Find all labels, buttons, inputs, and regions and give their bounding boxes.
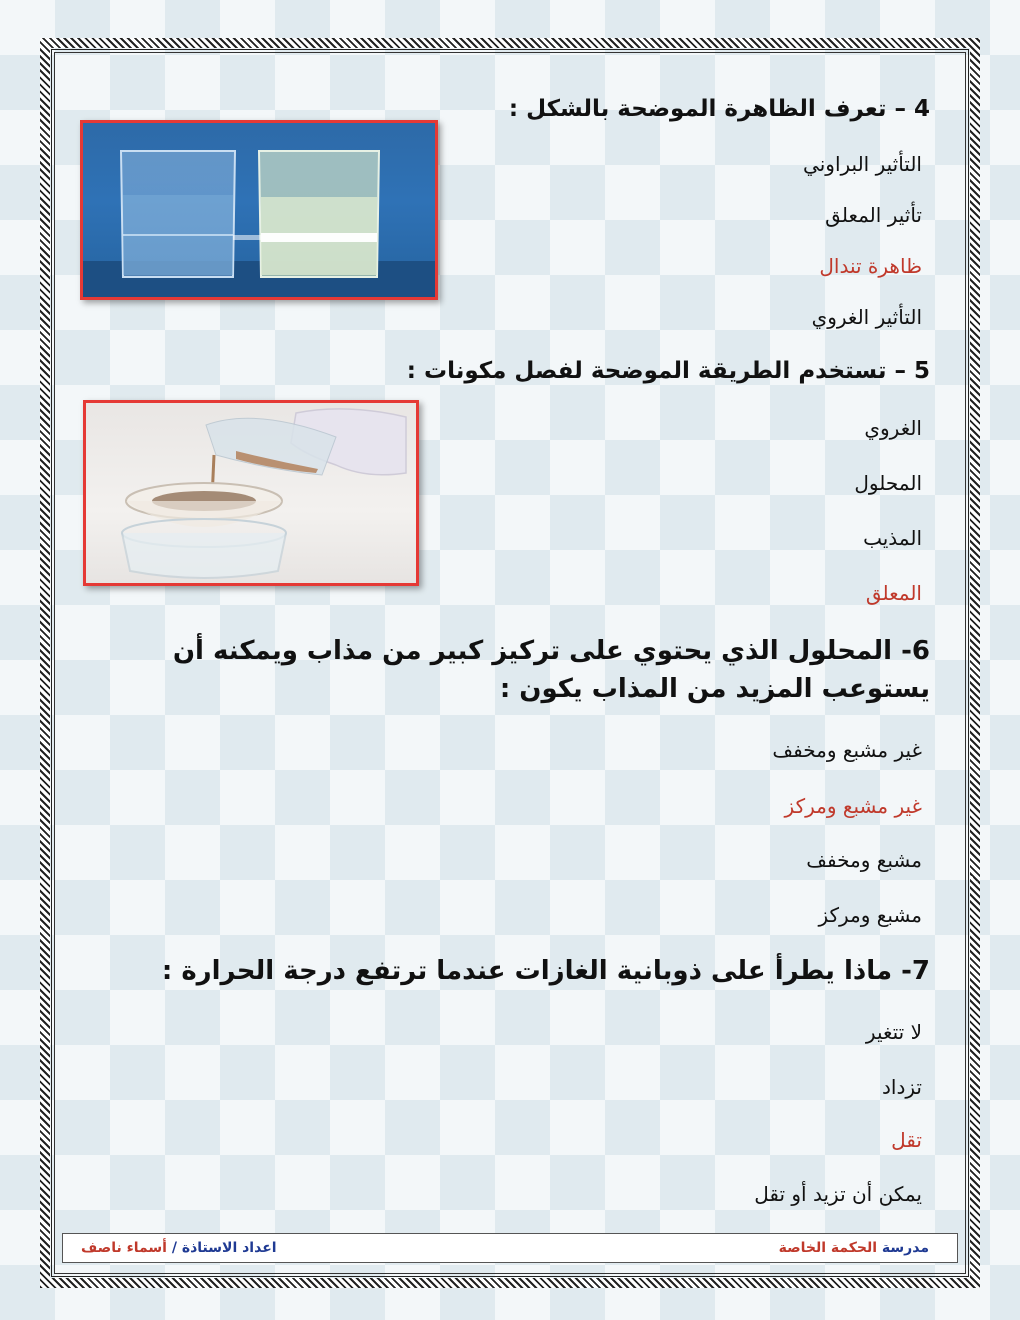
- question-7-option-3-correct: تقل: [891, 1128, 922, 1152]
- filtration-photo: [83, 400, 419, 586]
- school-prefix: مدرسة: [881, 1240, 929, 1256]
- question-6-title: 6- المحلول الذي يحتوي على تركيز كبير من مذاب ويمكنه أن يستوعب المزيد من المذاب يكون :: [172, 636, 930, 704]
- question-6-option-4: مشبع ومركز: [818, 903, 922, 927]
- question-4-option-1: التأثير البراوني: [803, 152, 922, 176]
- school-label: [779, 1240, 929, 1256]
- question-5-option-2: المحلول: [854, 471, 922, 495]
- question-7-option-2: تزداد: [882, 1075, 922, 1099]
- question-5-option-1: الغروي: [864, 416, 922, 440]
- question-6-option-2-correct: غير مشبع ومركز: [784, 794, 922, 818]
- question-5-option-3: المذيب: [863, 526, 922, 550]
- question-5-option-4-correct: المعلق: [865, 581, 922, 605]
- author-name: أسماء ناصف: [81, 1240, 167, 1256]
- question-4-title: 4 – تعرف الظاهرة الموضحة بالشكل :: [508, 96, 930, 122]
- beakers-illustration: [83, 123, 435, 297]
- question-5-title: 5 – تستخدم الطريقة الموضحة لفصل مكونات :: [406, 358, 930, 384]
- question-4-option-4: التأثير الغروي: [811, 305, 922, 329]
- filtration-illustration: [86, 403, 416, 583]
- question-6-option-3: مشبع ومخفف: [806, 848, 922, 872]
- question-6-option-1: غير مشبع ومخفف: [772, 738, 922, 762]
- question-7-title: 7- ماذا يطرأ على ذوبانية الغازات عندما ترتفع درجة الحرارة :: [161, 956, 930, 986]
- tyndall-beakers-photo: [80, 120, 438, 300]
- school-name: الحكمة الخاصة: [778, 1240, 878, 1256]
- question-7-option-4: يمكن أن تزيد أو تقل: [754, 1182, 922, 1206]
- author-prefix: اعداد الاستاذة /: [171, 1240, 277, 1256]
- question-4-option-3-correct: ظاهرة تندال: [819, 254, 922, 278]
- question-4-option-2: تأثير المعلق: [825, 203, 922, 227]
- footer-bar: [62, 1233, 958, 1263]
- author-label: [81, 1240, 277, 1256]
- question-7-option-1: لا تتغير: [865, 1020, 922, 1044]
